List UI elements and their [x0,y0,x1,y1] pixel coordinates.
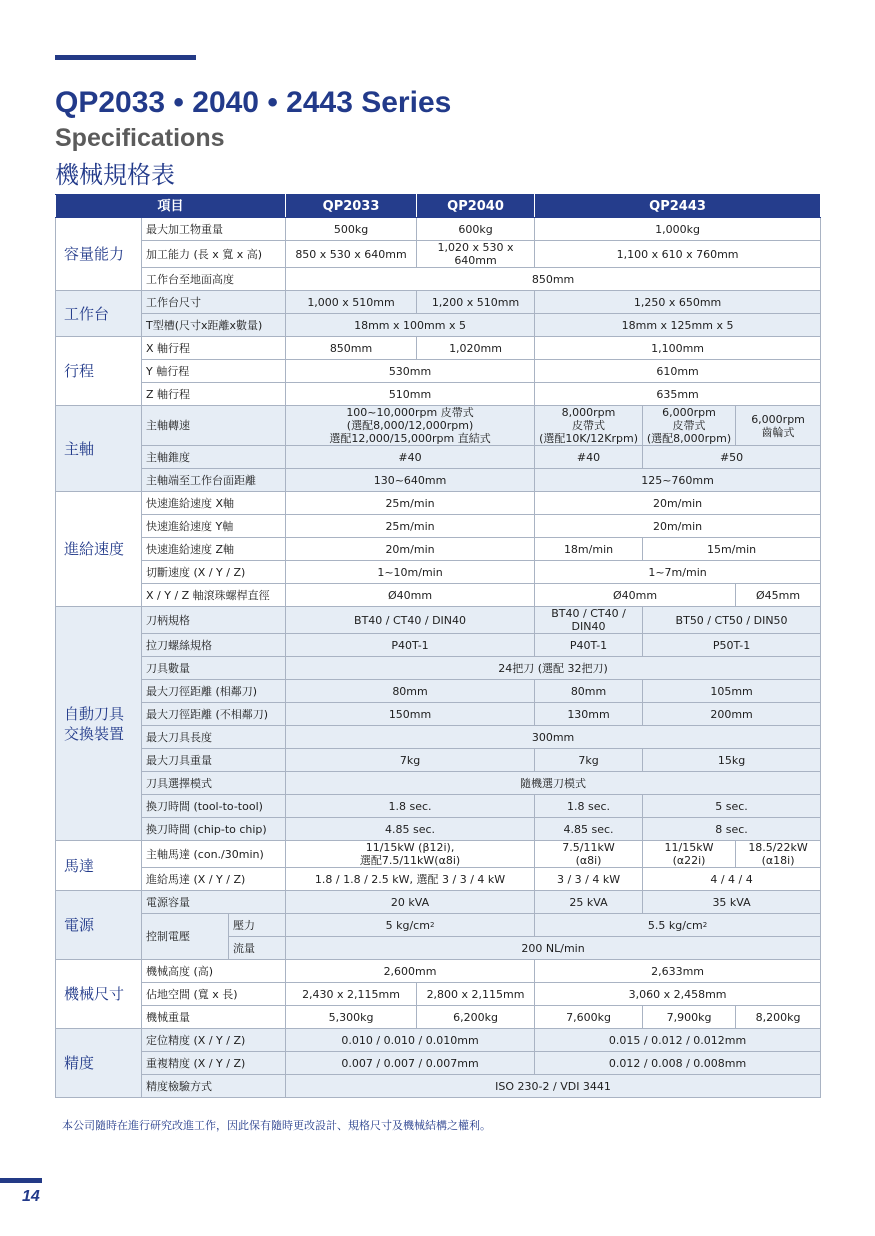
cell-line: 7.5/11kW [562,841,615,854]
group-capacity [56,218,821,291]
cell-line: 100~10,000rpm 皮帶式 [346,406,474,419]
cell: 1,020 x 530 x 640mm [417,241,535,268]
cell: 600kg [417,218,535,241]
cell: 25m/min [286,492,535,515]
cell: 18mm x 100mm x 5 [286,314,535,337]
group-feed [56,492,821,607]
table-row [56,772,821,795]
page-subtitle-zh: 機械規格表 [55,161,175,189]
row-label: 主軸轉速 [142,406,286,446]
row-label: 定位精度 (X / Y / Z) [142,1029,286,1052]
cell: 0.015 / 0.012 / 0.012mm [535,1029,821,1052]
table-row [56,337,821,360]
row-label: Y 軸行程 [142,360,286,383]
table-row [56,726,821,749]
row-label: 快速進給速度 Y軸 [142,515,286,538]
table-row [56,1029,821,1052]
group-label: 機械尺寸 [56,960,142,1029]
header-accent-bar [55,55,196,60]
cell: 2,430 x 2,115mm [286,983,417,1006]
row-label: 控制電壓 [142,914,229,960]
header-qp2443: QP2443 [535,195,821,218]
cell: 80mm [286,680,535,703]
cell: 18mm x 125mm x 5 [535,314,821,337]
cell: 1,250 x 650mm [535,291,821,314]
cell: 15kg [643,749,821,772]
cell: 200mm [643,703,821,726]
cell [535,841,643,868]
cell: 500kg [286,218,417,241]
cell [286,841,535,868]
group-worktable [56,291,821,337]
cell: 0.007 / 0.007 / 0.007mm [286,1052,535,1075]
row-label: 最大刀具重量 [142,749,286,772]
row-label: 工作台至地面高度 [142,268,286,291]
row-label: 電源容量 [142,891,286,914]
cell: Ø40mm [286,584,535,607]
group-label: 行程 [56,337,142,406]
cell: 20 kVA [286,891,535,914]
cell-line: 6,000rpm [662,406,716,419]
cell: 2,600mm [286,960,535,983]
cell: 1,100mm [535,337,821,360]
row-sublabel: 流量 [229,937,286,960]
cell [535,914,821,937]
header-qp2033: QP2033 [286,195,417,218]
cell: 1,020mm [417,337,535,360]
cell: 3 / 3 / 4 kW [535,868,643,891]
cell: 1.8 sec. [535,795,643,818]
table-row [56,1075,821,1098]
cell: 850 x 530 x 640mm [286,241,417,268]
cell: 35 kVA [643,891,821,914]
cell [286,914,535,937]
row-label: 刀具選擇模式 [142,772,286,795]
row-label: 加工能力 (長 x 寬 x 高) [142,241,286,268]
cell: P40T-1 [286,634,535,657]
table-row [56,891,821,914]
row-label: 機械高度 (高) [142,960,286,983]
group-label [56,607,142,841]
group-label-line: 交換裝置 [64,724,125,743]
page-number: 14 [22,1188,40,1205]
row-label: 主軸馬達 (con./30min) [142,841,286,868]
cell: 4.85 sec. [286,818,535,841]
cell: #50 [643,446,821,469]
table-row [56,680,821,703]
table-row [56,749,821,772]
row-label: 重複精度 (X / Y / Z) [142,1052,286,1075]
cell: 1,000 x 510mm [286,291,417,314]
row-label: 換刀時間 (chip-to chip) [142,818,286,841]
row-label: 刀柄規格 [142,607,286,634]
cell: 8 sec. [643,818,821,841]
cell [535,607,643,634]
cell: 610mm [535,360,821,383]
table-row [56,446,821,469]
cell: 7,600kg [535,1006,643,1029]
table-row [56,818,821,841]
row-label: Z 軸行程 [142,383,286,406]
table-row [56,841,821,868]
cell: #40 [535,446,643,469]
cell: 80mm [535,680,643,703]
table-row [56,492,821,515]
table-row [56,960,821,983]
cell: 8,200kg [736,1006,821,1029]
table-row [56,657,821,680]
row-label: X 軸行程 [142,337,286,360]
cell-line: 齒輪式 [761,425,795,439]
cell: 4 / 4 / 4 [643,868,821,891]
row-label: 換刀時間 (tool-to-tool) [142,795,286,818]
table-row [56,561,821,584]
table-row [56,383,821,406]
cell-text: 5.5 kg/cm [647,918,703,932]
group-travel [56,337,821,406]
table-row [56,360,821,383]
spec-table [55,194,821,1098]
table-row [56,795,821,818]
cell-line: 6,000rpm [751,412,805,426]
row-label: 主軸端至工作台面距離 [142,469,286,492]
cell: 5,300kg [286,1006,417,1029]
row-label: 拉刀螺絲規格 [142,634,286,657]
table-row [56,241,821,268]
cell: 850mm [286,268,821,291]
cell: 25m/min [286,515,535,538]
cell: 635mm [535,383,821,406]
cell-line: (α22i) [672,854,706,867]
group-spindle [56,406,821,492]
row-label: 佔地空間 (寬 x 長) [142,983,286,1006]
cell: 510mm [286,383,535,406]
row-label: 最大刀徑距離 (相鄰刀) [142,680,286,703]
cell: BT50 / CT50 / DIN50 [643,607,821,634]
cell: 2,800 x 2,115mm [417,983,535,1006]
table-row [56,703,821,726]
cell-text: 5 kg/cm [385,918,430,932]
row-label: 快速進給速度 Z軸 [142,538,286,561]
cell-line: BT40 / CT40 / [551,607,626,620]
cell: 隨機選刀模式 [286,772,821,795]
group-label-line: 自動刀具 [64,704,125,723]
header-qp2040: QP2040 [417,195,535,218]
cell: 1,100 x 610 x 760mm [535,241,821,268]
cell-line: 選配7.5/11kW(α8i) [359,854,461,867]
group-label: 容量能力 [56,218,142,291]
cell-line: DIN40 [571,620,606,633]
cell-line: (選配8,000rpm) [646,432,732,445]
cell-line: 皮帶式 [572,419,606,432]
group-motor [56,841,821,891]
row-label: 最大刀徑距離 (不相鄰刀) [142,703,286,726]
table-row [56,868,821,891]
group-dimension [56,960,821,1029]
cell: 20m/min [535,515,821,538]
row-label: 機械重量 [142,1006,286,1029]
cell: 6,200kg [417,1006,535,1029]
row-label: 工作台尺寸 [142,291,286,314]
cell: 530mm [286,360,535,383]
cell: ISO 230-2 / VDI 3441 [286,1075,821,1098]
cell: 1,000kg [535,218,821,241]
superscript: 2 [429,920,435,929]
table-row [56,914,821,937]
cell: Ø45mm [736,584,821,607]
group-accuracy [56,1029,821,1098]
table-row [56,584,821,607]
row-label: 最大加工物重量 [142,218,286,241]
row-label: 主軸錐度 [142,446,286,469]
cell-line: 皮帶式 [672,419,706,432]
cell: 0.010 / 0.010 / 0.010mm [286,1029,535,1052]
cell: 130mm [535,703,643,726]
cell: 25 kVA [535,891,643,914]
cell [643,841,736,868]
cell [286,406,535,446]
table-row [56,218,821,241]
cell: 150mm [286,703,535,726]
cell: P40T-1 [535,634,643,657]
table-row [56,268,821,291]
page-title: QP2033 • 2040 • 2443 Series [55,86,452,119]
cell: 1,200 x 510mm [417,291,535,314]
cell [643,406,736,446]
row-label: T型槽(尺寸x距離x數量) [142,314,286,337]
cell-line: (α8i) [575,854,602,867]
group-label: 精度 [56,1029,142,1098]
row-label: X / Y / Z 軸滾珠螺桿直徑 [142,584,286,607]
cell: 20m/min [286,538,535,561]
group-atc [56,607,821,841]
group-label: 電源 [56,891,142,960]
footer-note: 本公司隨時在進行研究改進工作，因此保有隨時更改設計、規格尺寸及機械結構之權利。 [62,1119,491,1132]
cell-line: (α18i) [761,854,795,867]
cell [736,406,821,446]
table-row [56,291,821,314]
cell: 15m/min [643,538,821,561]
table-row [56,1052,821,1075]
table-row [56,406,821,446]
superscript: 2 [702,920,708,929]
cell-line: (選配8,000/12,000rpm) [346,419,474,432]
table-header-row [56,195,821,218]
cell [535,406,643,446]
row-label: 精度檢驗方式 [142,1075,286,1098]
group-label: 進給速度 [56,492,142,607]
cell-line: 8,000rpm [561,406,616,419]
row-sublabel: 壓力 [229,914,286,937]
cell: #40 [286,446,535,469]
table-row [56,607,821,634]
cell: 300mm [286,726,821,749]
page-subtitle: Specifications [55,124,225,152]
row-label: 刀具數量 [142,657,286,680]
cell [736,841,821,868]
group-power [56,891,821,960]
cell: 3,060 x 2,458mm [535,983,821,1006]
cell: 7,900kg [643,1006,736,1029]
cell-line: 11/15kW (β12i), [365,841,455,854]
cell: 7kg [535,749,643,772]
cell-line: 選配12,000/15,000rpm 直結式 [329,432,491,445]
cell: 1.8 sec. [286,795,535,818]
cell: 130~640mm [286,469,535,492]
cell: Ø40mm [535,584,736,607]
cell-line: (選配10K/12Krpm) [539,432,638,445]
table-row [56,1006,821,1029]
cell: BT40 / CT40 / DIN40 [286,607,535,634]
cell: 1~7m/min [535,561,821,584]
cell: 5 sec. [643,795,821,818]
table-row [56,634,821,657]
group-label: 工作台 [56,291,142,337]
cell: 24把刀 (選配 32把刀) [286,657,821,680]
row-label: 快速進給速度 X軸 [142,492,286,515]
table-row [56,538,821,561]
cell: 7kg [286,749,535,772]
group-label: 馬達 [56,841,142,891]
cell: 105mm [643,680,821,703]
cell: 2,633mm [535,960,821,983]
row-label: 最大刀具長度 [142,726,286,749]
table-row [56,983,821,1006]
row-label: 切斷速度 (X / Y / Z) [142,561,286,584]
header-item: 項目 [56,195,286,218]
cell: 4.85 sec. [535,818,643,841]
cell-line: 11/15kW [664,841,714,854]
cell-line: 18.5/22kW [748,841,808,854]
cell: P50T-1 [643,634,821,657]
cell: 18m/min [535,538,643,561]
cell: 1.8 / 1.8 / 2.5 kW, 選配 3 / 3 / 4 kW [286,868,535,891]
cell: 200 NL/min [286,937,821,960]
cell: 125~760mm [535,469,821,492]
table-row [56,314,821,337]
group-label: 主軸 [56,406,142,492]
footer-accent-bar [0,1178,42,1183]
table-row [56,515,821,538]
cell: 20m/min [535,492,821,515]
row-label: 進給馬達 (X / Y / Z) [142,868,286,891]
table-row [56,469,821,492]
cell: 850mm [286,337,417,360]
cell: 0.012 / 0.008 / 0.008mm [535,1052,821,1075]
cell: 1~10m/min [286,561,535,584]
